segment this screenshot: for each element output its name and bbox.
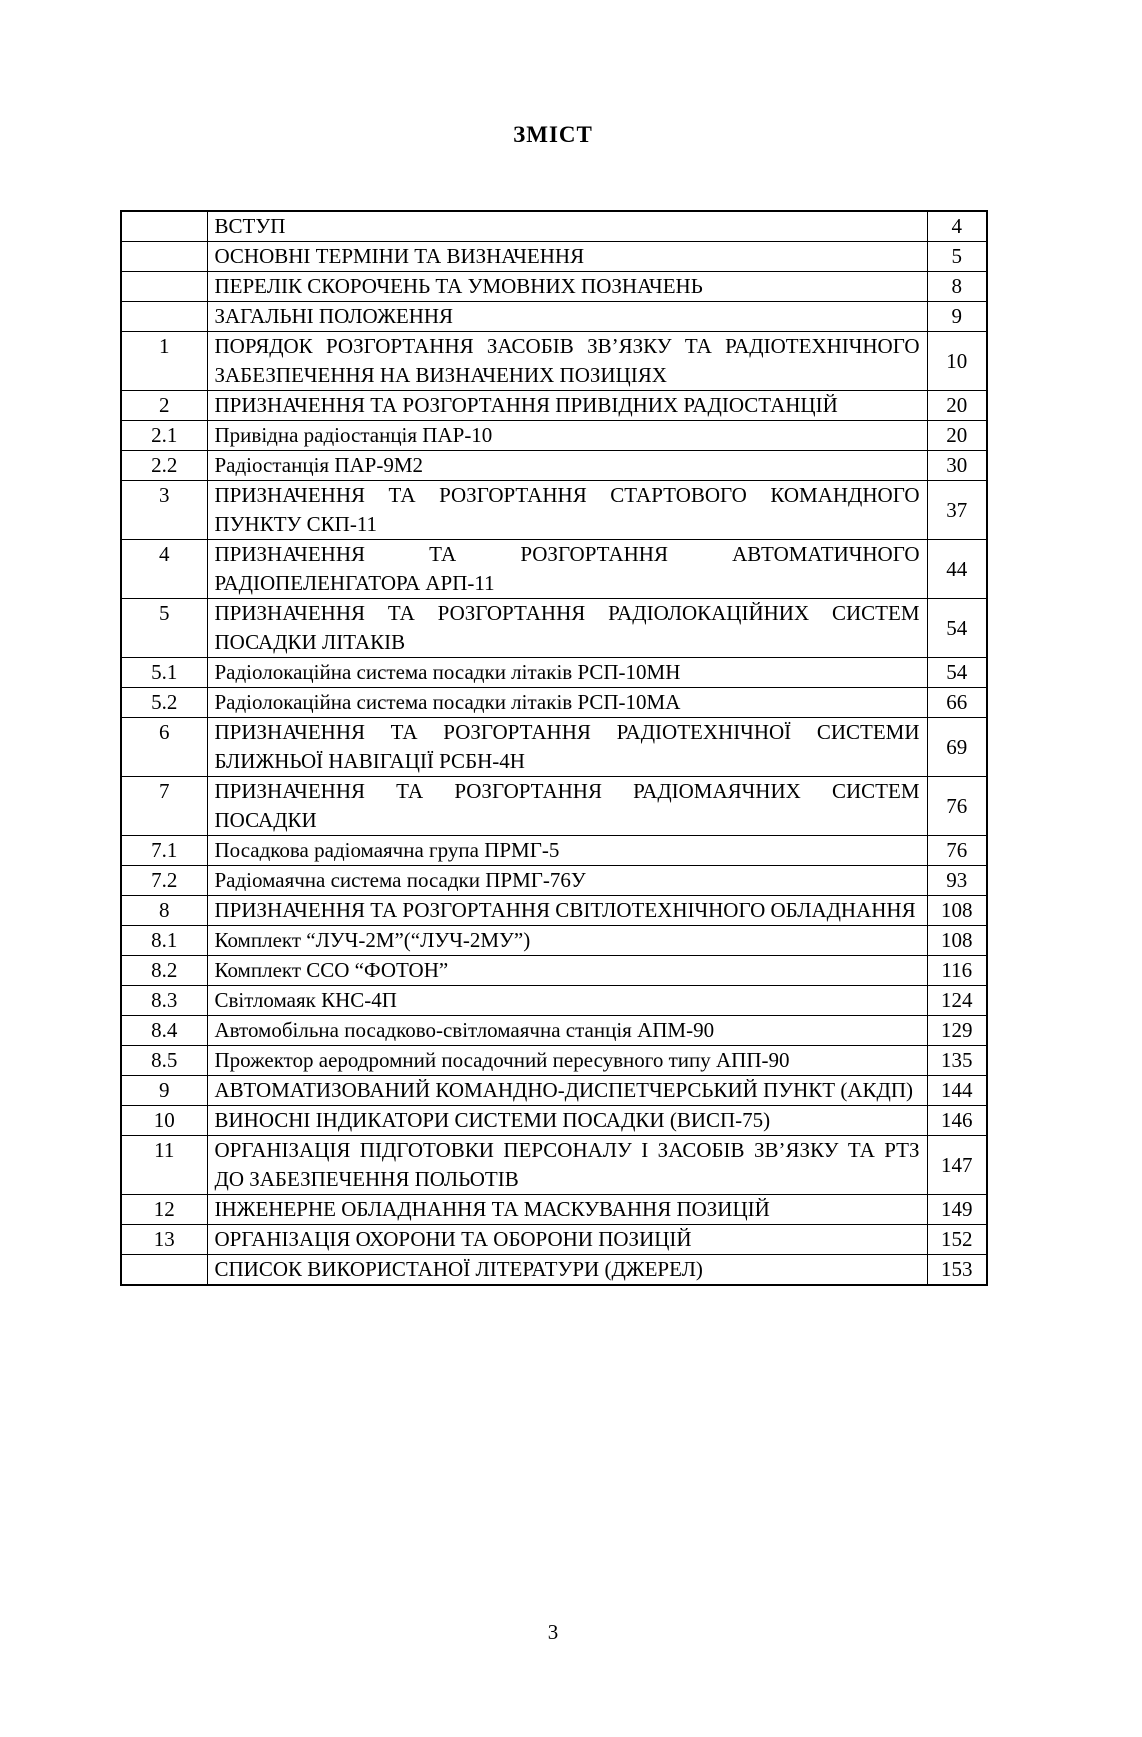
toc-row-title: Привідна радіостанція ПАР-10 bbox=[207, 421, 927, 451]
toc-row bbox=[121, 481, 987, 540]
toc-row-page: 116 bbox=[927, 956, 987, 986]
toc-row-page: 54 bbox=[927, 599, 987, 658]
toc-row bbox=[121, 451, 987, 481]
toc-row-title: Прожектор аеродромний посадочний пересувного типу АПП-90 bbox=[207, 1046, 927, 1076]
toc-row-number: 5.1 bbox=[121, 658, 207, 688]
toc-row bbox=[121, 599, 987, 658]
toc-row-number bbox=[121, 302, 207, 332]
toc-row-title: ПРИЗНАЧЕННЯ ТА РОЗГОРТАННЯ РАДІОМАЯЧНИХ СИСТЕМ ПОСАДКИ bbox=[207, 777, 927, 836]
toc-row-page: 66 bbox=[927, 688, 987, 718]
toc-row-number: 8 bbox=[121, 896, 207, 926]
toc-row-page: 108 bbox=[927, 926, 987, 956]
toc-row-page: 93 bbox=[927, 866, 987, 896]
toc-row bbox=[121, 332, 987, 391]
toc-row-page: 44 bbox=[927, 540, 987, 599]
toc-row-number: 3 bbox=[121, 481, 207, 540]
toc-row-page: 10 bbox=[927, 332, 987, 391]
toc-row-page: 152 bbox=[927, 1225, 987, 1255]
toc-row bbox=[121, 986, 987, 1016]
toc-row bbox=[121, 1136, 987, 1195]
toc-row-page: 153 bbox=[927, 1255, 987, 1286]
toc-row-number: 8.2 bbox=[121, 956, 207, 986]
toc-row-title: ЗАГАЛЬНІ ПОЛОЖЕННЯ bbox=[207, 302, 927, 332]
toc-row-number: 11 bbox=[121, 1136, 207, 1195]
toc-row-number: 5.2 bbox=[121, 688, 207, 718]
toc-row-title: ПОРЯДОК РОЗГОРТАННЯ ЗАСОБІВ ЗВ’ЯЗКУ ТА РАДІОТЕХНІЧНОГО ЗАБЕЗПЕЧЕННЯ НА ВИЗНАЧЕНИХ ПОЗИЦІЯХ bbox=[207, 332, 927, 391]
toc-row-page: 5 bbox=[927, 242, 987, 272]
toc-row bbox=[121, 866, 987, 896]
toc-table bbox=[120, 210, 988, 1286]
toc-row-number: 10 bbox=[121, 1106, 207, 1136]
toc-row-number: 6 bbox=[121, 718, 207, 777]
toc-row-page: 147 bbox=[927, 1136, 987, 1195]
toc-row-title: Комплект ССО “ФОТОН” bbox=[207, 956, 927, 986]
toc-row bbox=[121, 658, 987, 688]
toc-row bbox=[121, 391, 987, 421]
toc-row-title: ОРГАНІЗАЦІЯ ПІДГОТОВКИ ПЕРСОНАЛУ І ЗАСОБІВ ЗВ’ЯЗКУ ТА РТЗ ДО ЗАБЕЗПЕЧЕННЯ ПОЛЬОТІВ bbox=[207, 1136, 927, 1195]
toc-row bbox=[121, 421, 987, 451]
toc-row-title: ПРИЗНАЧЕННЯ ТА РОЗГОРТАННЯ РАДІОЛОКАЦІЙНИХ СИСТЕМ ПОСАДКИ ЛІТАКІВ bbox=[207, 599, 927, 658]
toc-row-number: 7 bbox=[121, 777, 207, 836]
toc-row bbox=[121, 242, 987, 272]
toc-row-number bbox=[121, 272, 207, 302]
toc-row-page: 9 bbox=[927, 302, 987, 332]
toc-row-number: 2 bbox=[121, 391, 207, 421]
toc-row bbox=[121, 540, 987, 599]
toc-row bbox=[121, 718, 987, 777]
toc-row bbox=[121, 1016, 987, 1046]
toc-row bbox=[121, 302, 987, 332]
toc-row bbox=[121, 1225, 987, 1255]
toc-row-page: 37 bbox=[927, 481, 987, 540]
toc-row-number: 7.2 bbox=[121, 866, 207, 896]
toc-row-number: 2.2 bbox=[121, 451, 207, 481]
toc-row-title: Світломаяк КНС-4П bbox=[207, 986, 927, 1016]
toc-row-number: 4 bbox=[121, 540, 207, 599]
toc-row-page: 146 bbox=[927, 1106, 987, 1136]
toc-row-title: ПРИЗНАЧЕННЯ ТА РОЗГОРТАННЯ ПРИВІДНИХ РАДІОСТАНЦІЙ bbox=[207, 391, 927, 421]
toc-row-title: СПИСОК ВИКОРИСТАНОЇ ЛІТЕРАТУРИ (ДЖЕРЕЛ) bbox=[207, 1255, 927, 1286]
toc-row-page: 30 bbox=[927, 451, 987, 481]
toc-row-title: ПРИЗНАЧЕННЯ ТА РОЗГОРТАННЯ РАДІОТЕХНІЧНОЇ СИСТЕМИ БЛИЖНЬОЇ НАВІГАЦІЇ РСБН-4Н bbox=[207, 718, 927, 777]
toc-row-number: 7.1 bbox=[121, 836, 207, 866]
toc-row-number: 9 bbox=[121, 1076, 207, 1106]
toc-row-title: ВСТУП bbox=[207, 211, 927, 242]
toc-row-title: ОРГАНІЗАЦІЯ ОХОРОНИ ТА ОБОРОНИ ПОЗИЦІЙ bbox=[207, 1225, 927, 1255]
toc-row-number: 1 bbox=[121, 332, 207, 391]
toc-row-number: 8.4 bbox=[121, 1016, 207, 1046]
toc-row-page: 69 bbox=[927, 718, 987, 777]
toc-row-number: 8.5 bbox=[121, 1046, 207, 1076]
toc-row bbox=[121, 1076, 987, 1106]
toc-row-page: 124 bbox=[927, 986, 987, 1016]
toc-row bbox=[121, 896, 987, 926]
toc-row-title: Автомобільна посадково-світломаячна станція АПМ-90 bbox=[207, 1016, 927, 1046]
toc-row-page: 108 bbox=[927, 896, 987, 926]
toc-row-title: ПРИЗНАЧЕННЯ ТА РОЗГОРТАННЯ СТАРТОВОГО КОМАНДНОГО ПУНКТУ СКП-11 bbox=[207, 481, 927, 540]
toc-table-body bbox=[121, 211, 987, 1285]
toc-row bbox=[121, 956, 987, 986]
toc-row-page: 149 bbox=[927, 1195, 987, 1225]
toc-row bbox=[121, 926, 987, 956]
toc-row-title: Радіомаячна система посадки ПРМГ-76У bbox=[207, 866, 927, 896]
toc-row bbox=[121, 211, 987, 242]
toc-row-page: 129 bbox=[927, 1016, 987, 1046]
toc-row-title: АВТОМАТИЗОВАНИЙ КОМАНДНО-ДИСПЕТЧЕРСЬКИЙ ПУНКТ (АКДП) bbox=[207, 1076, 927, 1106]
toc-row bbox=[121, 1195, 987, 1225]
toc-row-page: 20 bbox=[927, 421, 987, 451]
toc-row bbox=[121, 1106, 987, 1136]
toc-row-page: 144 bbox=[927, 1076, 987, 1106]
toc-row-title: Радіолокаційна система посадки літаків РСП-10МН bbox=[207, 658, 927, 688]
toc-row-number: 5 bbox=[121, 599, 207, 658]
toc-row-page: 4 bbox=[927, 211, 987, 242]
toc-row-page: 8 bbox=[927, 272, 987, 302]
toc-row-number: 12 bbox=[121, 1195, 207, 1225]
toc-row-page: 76 bbox=[927, 836, 987, 866]
toc-row-number bbox=[121, 1255, 207, 1286]
toc-row bbox=[121, 836, 987, 866]
toc-row-page: 54 bbox=[927, 658, 987, 688]
toc-row-page: 20 bbox=[927, 391, 987, 421]
toc-row bbox=[121, 688, 987, 718]
toc-row-page: 135 bbox=[927, 1046, 987, 1076]
toc-row-number: 8.3 bbox=[121, 986, 207, 1016]
toc-row bbox=[121, 1046, 987, 1076]
toc-row-title: Посадкова радіомаячна група ПРМГ-5 bbox=[207, 836, 927, 866]
page-title: ЗМІСТ bbox=[513, 122, 593, 147]
toc-row-number: 8.1 bbox=[121, 926, 207, 956]
toc-row-title: ПРИЗНАЧЕННЯ ТА РОЗГОРТАННЯ АВТОМАТИЧНОГО РАДІОПЕЛЕНГАТОРА АРП-11 bbox=[207, 540, 927, 599]
toc-row-title: ІНЖЕНЕРНЕ ОБЛАДНАННЯ ТА МАСКУВАННЯ ПОЗИЦІЙ bbox=[207, 1195, 927, 1225]
toc-row-title: ОСНОВНІ ТЕРМІНИ ТА ВИЗНАЧЕННЯ bbox=[207, 242, 927, 272]
toc-row-number bbox=[121, 211, 207, 242]
toc-row bbox=[121, 777, 987, 836]
toc-row-title: Радіостанція ПАР-9М2 bbox=[207, 451, 927, 481]
toc-row-title: ВИНОСНІ ІНДИКАТОРИ СИСТЕМИ ПОСАДКИ (ВИСП-75) bbox=[207, 1106, 927, 1136]
toc-row-title: ПЕРЕЛІК СКОРОЧЕНЬ ТА УМОВНИХ ПОЗНАЧЕНЬ bbox=[207, 272, 927, 302]
toc-row bbox=[121, 272, 987, 302]
page-number: 3 bbox=[547, 1620, 559, 1644]
toc-row-number: 13 bbox=[121, 1225, 207, 1255]
toc-row-title: Радіолокаційна система посадки літаків РСП-10МА bbox=[207, 688, 927, 718]
toc-row bbox=[121, 1255, 987, 1286]
toc-row-number bbox=[121, 242, 207, 272]
toc-row-title: Комплект “ЛУЧ-2М”(“ЛУЧ-2МУ”) bbox=[207, 926, 927, 956]
toc-row-page: 76 bbox=[927, 777, 987, 836]
toc-row-number: 2.1 bbox=[121, 421, 207, 451]
toc-row-title: ПРИЗНАЧЕННЯ ТА РОЗГОРТАННЯ СВІТЛОТЕХНІЧНОГО ОБЛАДНАННЯ bbox=[207, 896, 927, 926]
